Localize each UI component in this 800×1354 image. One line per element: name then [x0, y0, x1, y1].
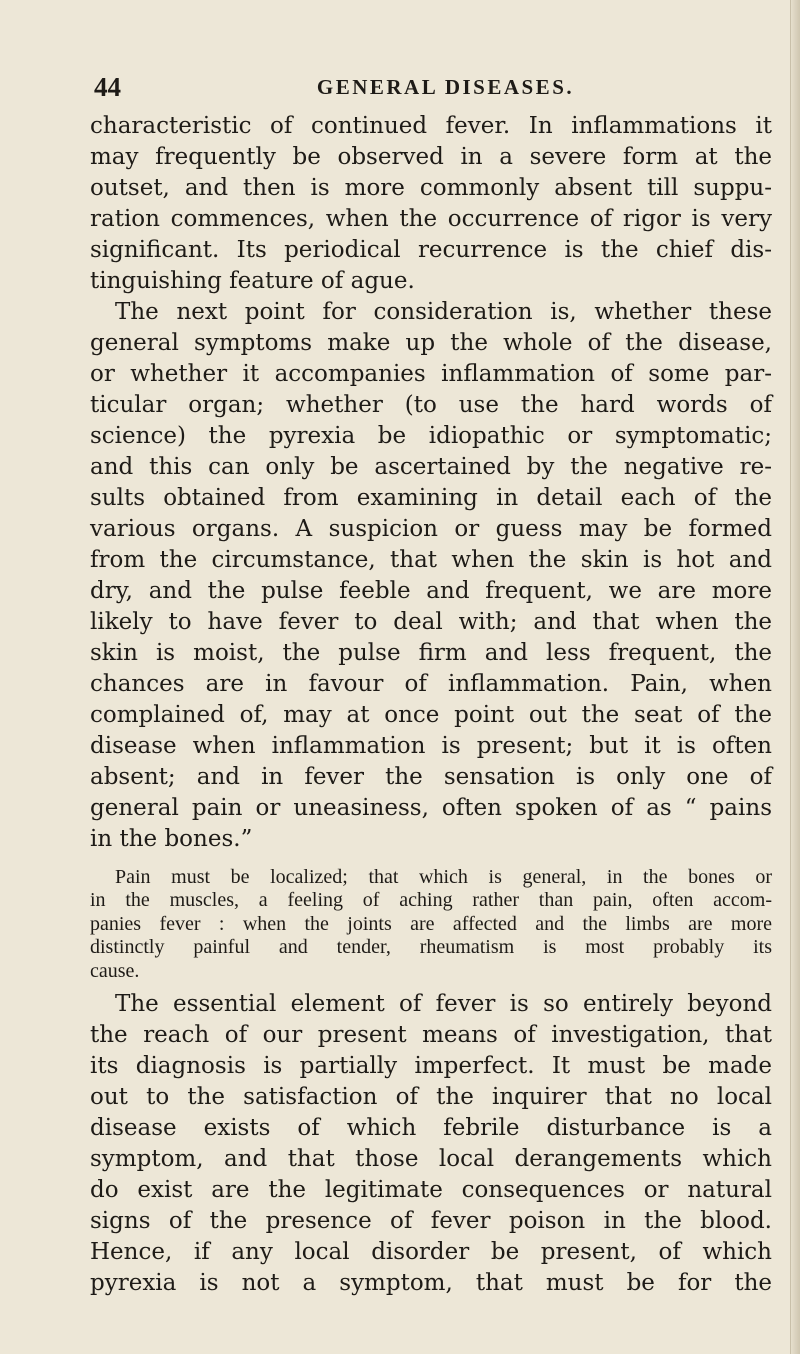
paragraph-1 — [90, 111, 772, 297]
text-line: chances are in favour of inflammation. Pain, when — [90, 671, 772, 697]
text-line: disease when inflammation is present; but it is often — [90, 733, 772, 759]
text-line: skin is moist, the pulse firm and less frequent, the — [90, 640, 772, 666]
text-line: may frequently be observed in a severe form at the — [90, 144, 772, 170]
page-edge — [790, 0, 800, 1354]
text-line: characteristic of continued fever. In inflammations it — [90, 113, 772, 139]
text-line: Hence, if any local disorder be present, of which — [90, 1238, 772, 1265]
text-line: out to the satisfaction of the inquirer that no local — [90, 1083, 772, 1110]
page-number: 44 — [94, 72, 121, 102]
text-line: complained of, may at once point out the seat of the — [90, 702, 772, 728]
paragraph-3 — [90, 989, 772, 1299]
text-line: in the bones.” — [90, 826, 253, 852]
running-head — [94, 70, 769, 104]
note-paragraph — [90, 866, 772, 983]
text-line: or whether it accompanies inflammation of some par- — [90, 361, 772, 387]
text-line: general pain or uneasiness, often spoken of as “ pains — [90, 795, 772, 821]
text-line: outset, and then is more commonly absent till suppu- — [90, 175, 772, 201]
running-title: GENERAL DISEASES. — [316, 75, 575, 99]
text-line: do exist are the legitimate consequences or natural — [90, 1176, 772, 1203]
text-line: from the circumstance, that when the skin is hot and — [90, 547, 772, 573]
text-line: and this can only be ascertained by the negative re- — [90, 454, 772, 480]
text-line: pyrexia is not a symptom, that must be for the — [90, 1269, 772, 1296]
text-line: absent; and in fever the sensation is only one of — [90, 764, 772, 790]
text-line: various organs. A suspicion or guess may be formed — [90, 516, 772, 542]
text-line: its diagnosis is partially imperfect. It must be made — [90, 1052, 772, 1079]
text-line: ration commences, when the occurrence of rigor is very — [90, 206, 772, 232]
text-line: significant. Its periodical recurrence is the chief dis- — [90, 237, 772, 263]
text-line: tinguishing feature of ague. — [90, 268, 415, 294]
note-line: Pain must be localized; that which is general, in the bones or — [115, 866, 772, 888]
text-line: The next point for consideration is, whether these — [115, 299, 772, 325]
text-line: signs of the presence of fever poison in the blood. — [90, 1207, 772, 1234]
body-text — [90, 111, 772, 1299]
text-line: The essential element of fever is so entirely beyond — [115, 990, 772, 1017]
text-line: dry, and the pulse feeble and frequent, we are more — [90, 578, 772, 604]
text-line: science) the pyrexia be idiopathic or symptomatic; — [90, 423, 772, 449]
text-line: ticular organ; whether (to use the hard words of — [90, 392, 772, 418]
text-line: disease exists of which febrile disturbance is a — [90, 1114, 772, 1141]
paragraph-2 — [90, 297, 772, 855]
note-line: panies fever : when the joints are affected and the limbs are more — [90, 912, 772, 935]
note-line: distinctly painful and tender, rheumatism is most probably its — [90, 936, 772, 959]
note-line: in the muscles, a feeling of aching rather than pain, often accom- — [90, 889, 772, 912]
text-line: symptom, and that those local derangements which — [90, 1145, 772, 1172]
text-line: sults obtained from examining in detail each of the — [90, 485, 772, 511]
note-line: cause. — [90, 959, 140, 982]
text-line: general symptoms make up the whole of the disease, — [90, 330, 772, 356]
text-line: the reach of our present means of investigation, that — [90, 1021, 772, 1048]
text-line: likely to have fever to deal with; and that when the — [90, 609, 772, 635]
